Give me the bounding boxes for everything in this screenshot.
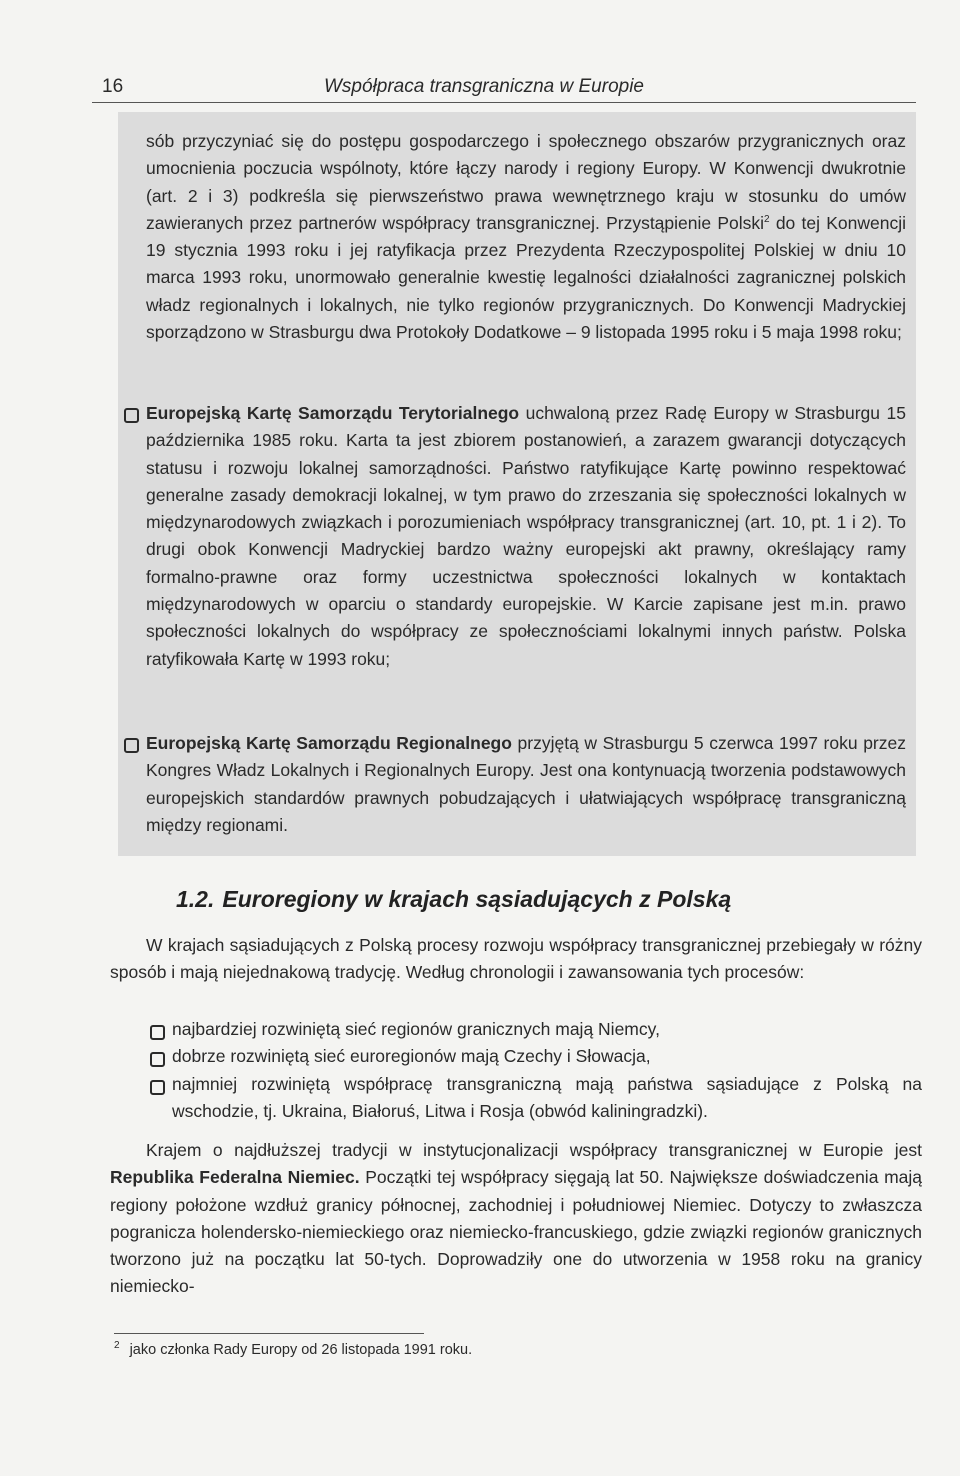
list-item: najbardziej rozwiniętą sieć regionów granicznych mają Niemcy, xyxy=(172,1019,660,1039)
footnote-divider xyxy=(114,1333,424,1334)
page-header xyxy=(92,74,916,103)
footnote-text: jako członka Rady Europy od 26 listopada 1991 roku. xyxy=(129,1341,473,1358)
charter-item-text: uchwaloną przez Radę Europy w Strasburgu 15 października 1985 roku. Karta ta jest zbiorem postanowień, a zarazem gwarancji dotyczących statusu i rozwoju lokalnej samorządności. Państwo ratyfikujące Kartę powinno respektować generalne zasady demokracji lokalnej, w tym prawo do zrzeszania się społeczności lokalnych w międzynarodowych związkach i porozumieniach współpracy transgranicznej (art. 10, pt. 1 i 2). To drugi obok Konwencji Madryckiej bardzo ważny europejski akt prawny, określający ramy formalno-prawne oraz formy uczestnictwa społeczności lokalnych w kontaktach międzynarodowych w oparciu o standardy europejskie. W Karcie zapisane jest m.in. prawo społeczności lokalnych do współpracy ze społecznościami lokalnymi innych państw. Polska ratyfikowała Kartę w 1993 roku; xyxy=(146,403,906,669)
intro-text-after-ref: do tej Konwencji 19 stycznia 1993 roku i jej ratyfikacja przez Prezydenta Rzeczypospolitej Polskiej w dniu 10 marca 1993 roku, unormowało generalnie kwestię legalności działalności zagranicznej polskich władz regionalnych i lokalnych, nie tylko regionów przygranicznych. Do Konwencji Madryckiej sporządzono w Strasburgu dwa Protokoły Dodatkowe – 9 listopada 1995 roku i 5 maja 1998 roku; xyxy=(146,212,906,343)
charter-item-regional xyxy=(146,730,906,839)
closing-text-before-bold: Krajem o najdłuższej tradycji w instytucjonalizacji współpracy transgranicznej w Europie jest xyxy=(146,1140,922,1160)
charter-item-bold: Europejską Kartę Samorządu Terytorialnego xyxy=(146,403,520,423)
charter-item-bold: Europejską Kartę Samorządu Regionalnego xyxy=(146,733,512,753)
closing-text-after-bold: Początki tej współpracy sięgają lat 50. Największe doświadczenia mają regiony położone wzdłuż granicy północnej, zachodniej i południowej Niemiec. Dotyczy to zwłaszcza pogranicza holendersko-niemieckiego oraz niemiecko-francuskiego, gdzie związki regionów granicznych tworzono już na początku lat 50-tych. Doprowadziły one do utworzenia w 1958 roku na granicy niemiecko- xyxy=(110,1167,922,1297)
section-title: Euroregiony w krajach sąsiadujących z Polską xyxy=(222,886,732,912)
bullet-box-icon xyxy=(150,1052,165,1067)
list-item: najmniej rozwiniętą współpracę transgraniczną mają państwa sąsiadujące z Polską na wschodzie, tj. Ukraina, Białoruś, Litwa i Rosja (obwód kaliningradzki). xyxy=(172,1074,922,1122)
footnote-mark: 2 xyxy=(114,1340,120,1351)
bullet-box-icon xyxy=(124,738,139,753)
bullet-box-icon xyxy=(124,408,139,423)
intro-paragraph xyxy=(146,128,906,346)
page-number: 16 xyxy=(102,76,124,97)
footnote xyxy=(114,1340,472,1358)
closing-bold-country: Republika Federalna Niemiec. xyxy=(110,1167,360,1188)
list-item: dobrze rozwiniętą sieć euroregionów mają Czechy i Słowacja, xyxy=(172,1046,651,1066)
bullet-box-icon xyxy=(150,1080,165,1095)
closing-paragraph xyxy=(110,1137,922,1301)
section-heading xyxy=(176,886,731,913)
section-number: 1.2. xyxy=(176,886,215,912)
bullet-box-icon xyxy=(150,1025,165,1040)
intro-text-before-ref: sób przyczyniać się do postępu gospodarczego i społecznego obszarów przygranicznych oraz umocnienia poczucia wspólnoty, które łączy narody i regiony Europy. W Konwencji dwukrotnie (art. 2 i 3) podkreśla się pierwszeństwo prawa wewnętrznego kraju w stosunku do umów zawieranych przez partnerów współpracy transgranicznej. Przystąpienie Polski xyxy=(146,131,906,233)
section-intro-paragraph: W krajach sąsiadujących z Polską procesy rozwoju współpracy transgranicznej przebiegały w różny sposób i mają niejednakową tradycję. Według chronologii i zawansowania tych procesów: xyxy=(110,935,922,983)
charter-item-territorial xyxy=(146,400,906,673)
running-title: Współpraca transgraniczna w Europie xyxy=(324,76,644,97)
charter-item-text: przyjętą w Strasburgu 5 czerwca 1997 roku przez Kongres Władz Lokalnych i Regionalnych Europy. Jest ona kontynuacją tworzenia podstawowych europejskich standardów prawnych pobudzających i ułatwiających współpracę transgraniczną między regionami. xyxy=(146,733,906,835)
footnote-ref-mark: 2 xyxy=(764,214,770,226)
